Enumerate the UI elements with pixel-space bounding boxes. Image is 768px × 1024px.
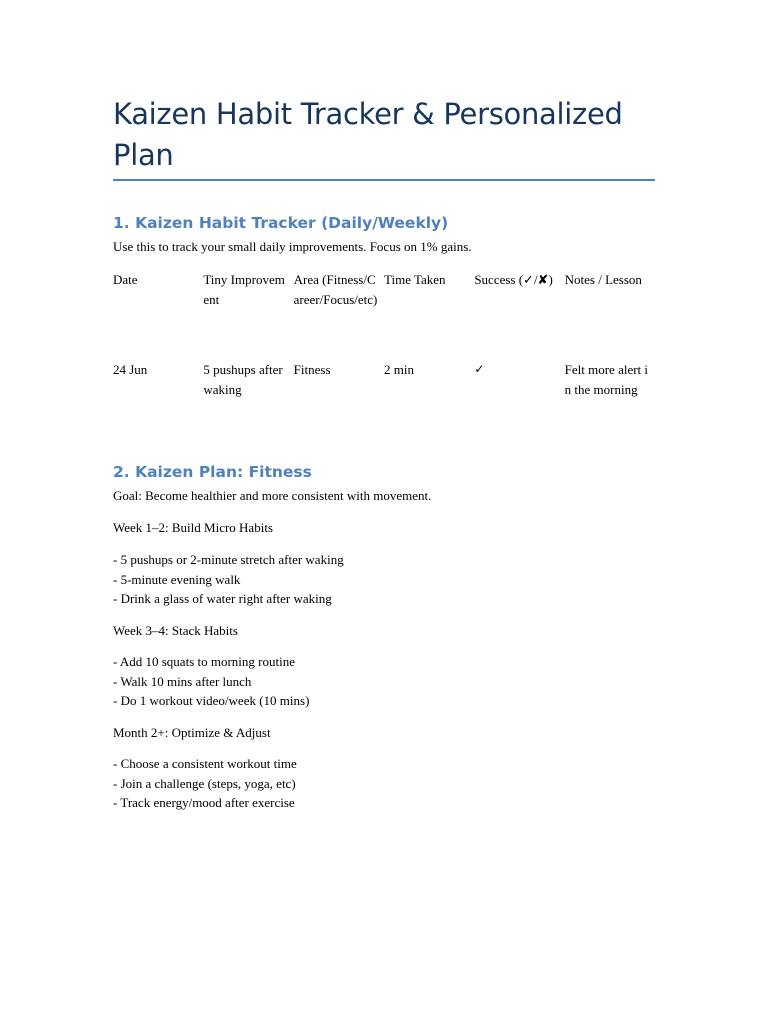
section-heading-plan: 2. Kaizen Plan: Fitness [113, 463, 312, 481]
list-item: - Walk 10 mins after lunch [113, 673, 252, 689]
header-cell-improvement: Tiny Improvement [203, 272, 285, 307]
list-item: - Choose a consistent workout time [113, 756, 297, 771]
list-item: - 5-minute evening walk [113, 571, 241, 587]
list-item: - Join a challenge (steps, yoga, etc) [113, 775, 296, 791]
plan-goal: Goal: Become healthier and more consistent with movement. [113, 488, 432, 503]
cell-date: 24 Jun [113, 362, 148, 377]
header-cell-time: Time Taken [383, 272, 446, 287]
check-icon: ✓ [474, 362, 485, 376]
list-item: - Add 10 squats to morning routine [113, 654, 295, 669]
phase-list [113, 550, 344, 609]
cell-success [474, 360, 564, 399]
header-cell-area: Area (Fitness/Career/Focus/etc) [293, 272, 378, 307]
cell-time: 2 min [383, 362, 414, 377]
cell-notes: Felt more alert in the morning [564, 362, 649, 397]
header-cell-notes: Notes / Lesson [564, 272, 642, 287]
list-item: - 5 pushups or 2-minute stretch after waking [113, 552, 344, 567]
table-header-row [113, 270, 655, 360]
title-divider [113, 179, 655, 181]
list-item: - Do 1 workout video/week (10 mins) [113, 693, 310, 708]
section-heading-tracker: 1. Kaizen Habit Tracker (Daily/Weekly) [113, 214, 449, 232]
phase-list [113, 652, 309, 711]
table-row [113, 360, 655, 399]
header-cell-success: Success (✓/✘) [474, 272, 553, 287]
list-item: - Drink a glass of water right after waking [113, 591, 332, 606]
phase-label: Week 1–2: Build Micro Habits [113, 520, 273, 535]
phase-label: Month 2+: Optimize & Adjust [113, 725, 271, 740]
cell-area: Fitness [293, 362, 331, 377]
tracker-intro: Use this to track your small daily improvements. Focus on 1% gains. [113, 239, 472, 254]
list-item: - Track energy/mood after exercise [113, 795, 295, 810]
header-cell-date: Date [113, 272, 138, 287]
habit-tracker-table [113, 270, 655, 399]
cell-improvement: 5 pushups after waking [203, 362, 283, 397]
document-title: Kaizen Habit Tracker & Personalized Plan [113, 97, 623, 172]
phase-label: Week 3–4: Stack Habits [113, 623, 238, 638]
phase-list [113, 754, 297, 813]
